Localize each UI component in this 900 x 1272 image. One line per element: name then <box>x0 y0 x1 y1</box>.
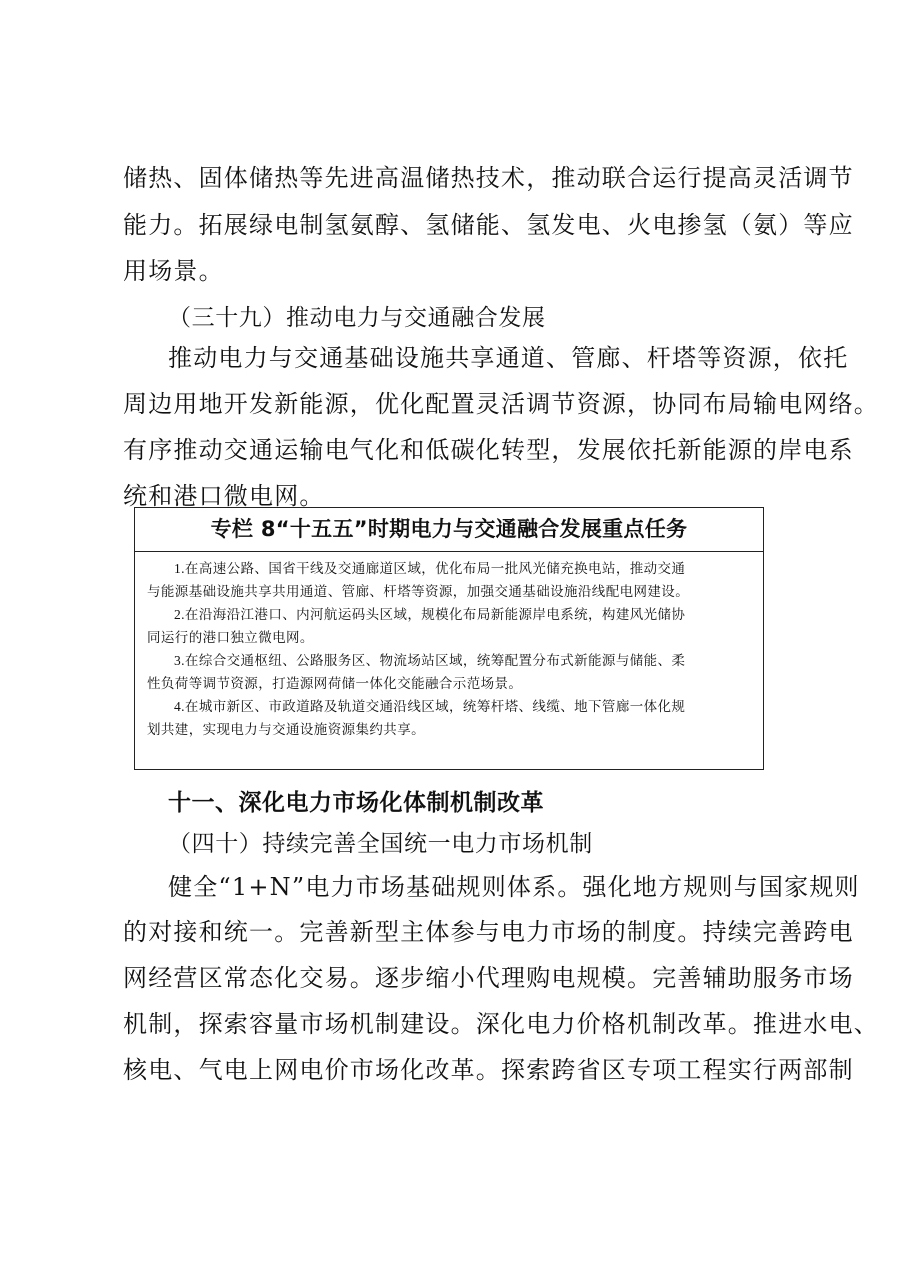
paragraph-line: 用场景。 <box>123 257 224 285</box>
column-box-body <box>135 552 763 741</box>
paragraph-line: 能力。拓展绿电制氢氨醇、氢储能、氢发电、火电掺氢（氨）等应 <box>123 211 854 239</box>
box-item-line: 1.在高速公路、国省干线及交通廊道区域，优化布局一批风光储充换电站，推动交通 <box>174 561 686 576</box>
box-item-line: 2.在沿海沿江港口、内河航运码头区域，规模化布局新能源岸电系统，构建风光储协 <box>174 607 686 622</box>
paragraph-line: 的对接和统一。完善新型主体参与电力市场的制度。持续完善跨电 <box>123 918 854 946</box>
paragraph-line: 周边用地开发新能源，优化配置灵活调节资源，协同布局输电网络。 <box>123 390 879 418</box>
chapter-heading-11: 十一、深化电力市场化体制机制改革 <box>168 790 544 816</box>
paragraph-line: 网经营区常态化交易。逐步缩小代理购电规模。完善辅助服务市场 <box>123 964 854 992</box>
box-item-line: 同运行的港口独立微电网。 <box>147 630 314 645</box>
section-heading-39: （三十九）推动电力与交通融合发展 <box>168 305 546 331</box>
paragraph-line: 统和港口微电网。 <box>123 482 325 510</box>
box-item-line: 与能源基础设施共享共用通道、管廊、杆塔等资源，加强交通基础设施沿线配电网建设。 <box>147 584 690 599</box>
box-item-line: 3.在综合交通枢纽、公路服务区、物流场站区域，统筹配置分布式新能源与储能、柔 <box>174 653 686 668</box>
box-item-line: 性负荷等调节资源，打造源网荷储一体化交能融合示范场景。 <box>147 676 523 691</box>
box-item-line: 4.在城市新区、市政道路及轨道交通沿线区域，统筹杆塔、线缆、地下管廊一体化规 <box>174 699 686 714</box>
box-item-line: 划共建，实现电力与交通设施资源集约共享。 <box>147 722 425 737</box>
paragraph-line: 核电、气电上网电价市场化改革。探索跨省区专项工程实行两部制 <box>123 1056 854 1084</box>
paragraph-line: 储热、固体储热等先进高温储热技术，推动联合运行提高灵活调节 <box>123 164 854 192</box>
paragraph-line: 有序推动交通运输电气化和低碳化转型，发展依托新能源的岸电系 <box>123 436 854 464</box>
paragraph-line: 机制，探索容量市场机制建设。深化电力价格机制改革。推进水电、 <box>123 1010 879 1038</box>
paragraph-line: 推动电力与交通基础设施共享通道、管廊、杆塔等资源，依托 <box>168 344 849 372</box>
section-heading-40: （四十）持续完善全国统一电力市场机制 <box>168 831 593 857</box>
paragraph-line: 健全“1+N”电力市场基础规则体系。强化地方规则与国家规则 <box>168 873 860 901</box>
column-box <box>134 507 764 770</box>
column-box-title: 专栏 8“十五五”时期电力与交通融合发展重点任务 <box>135 508 763 552</box>
